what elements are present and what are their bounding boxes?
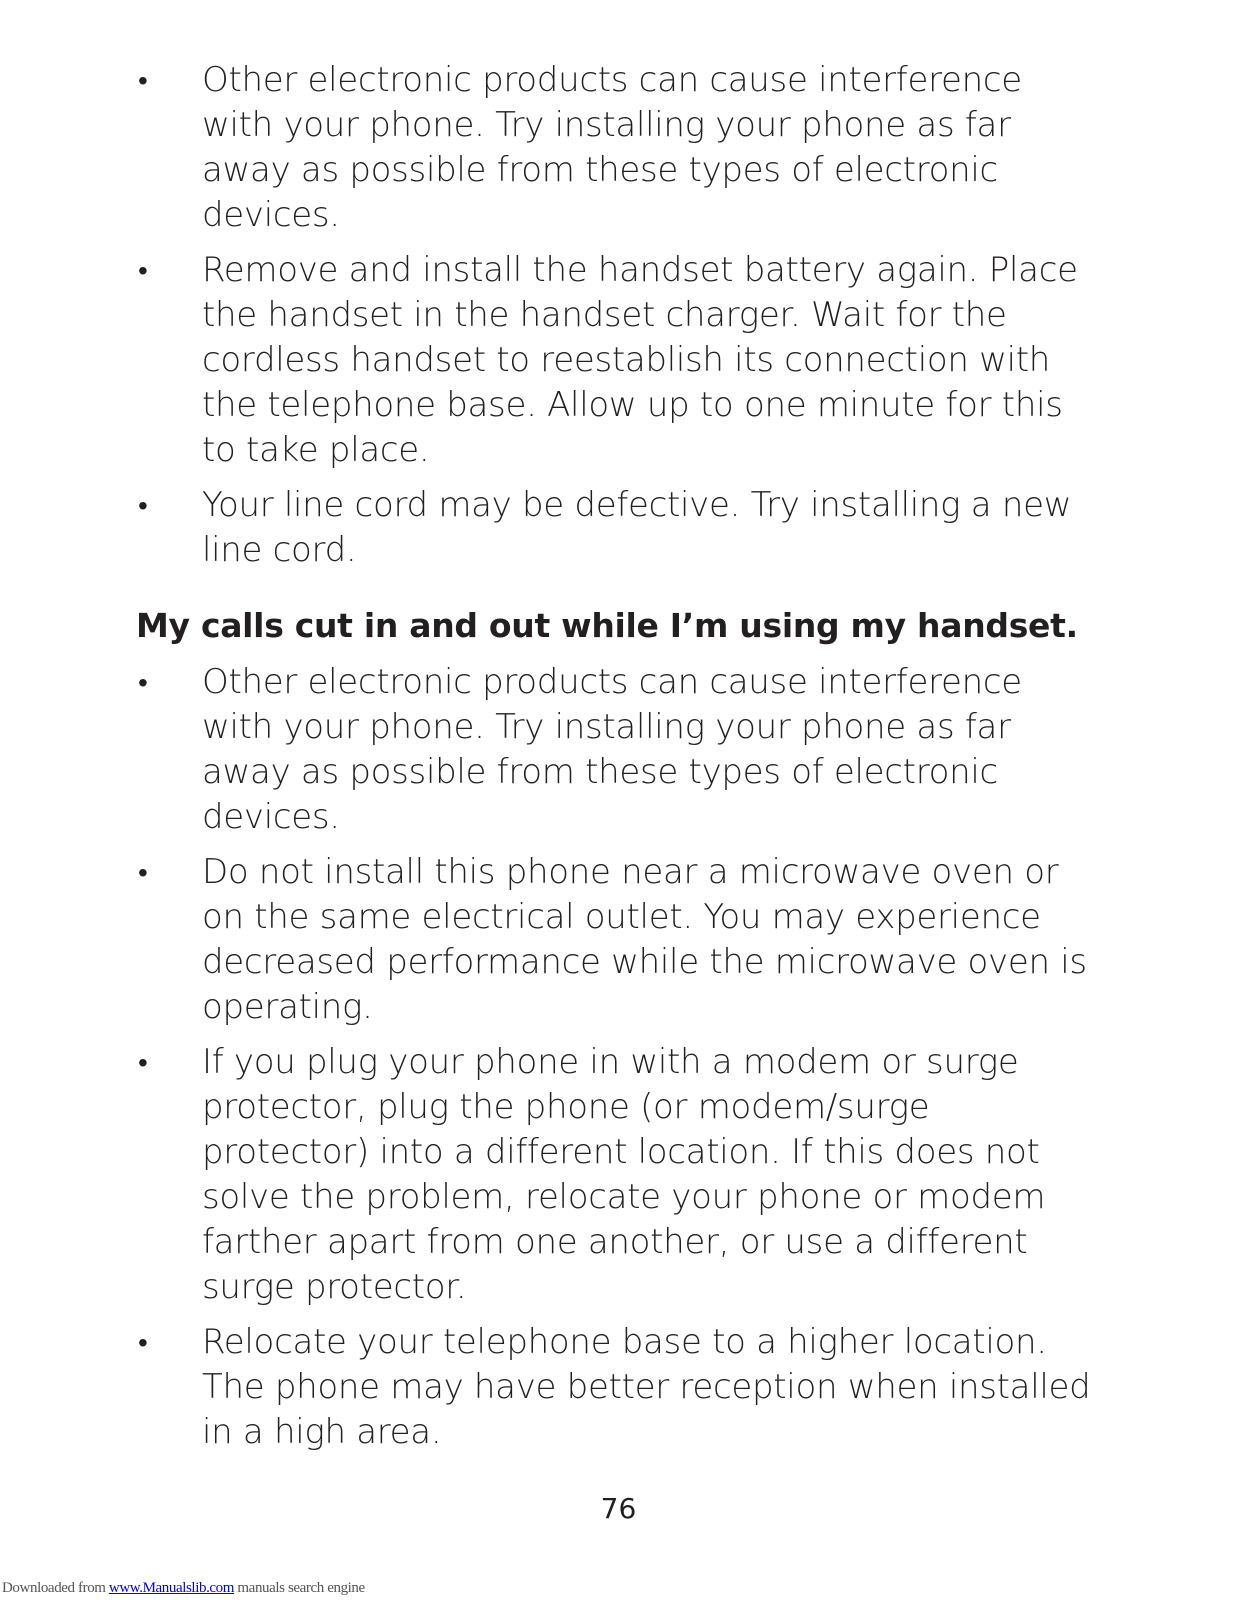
list-item xyxy=(0,58,1102,238)
list-item-text: Relocate your telephone base to a higher location. The phone may have better reception when installed in a high area. xyxy=(202,1322,1091,1452)
bullet-list xyxy=(0,660,1237,1455)
bullet-icon: • xyxy=(138,1046,148,1079)
download-footer xyxy=(2,1580,365,1597)
bullet-icon: • xyxy=(138,856,148,889)
bullet-icon: • xyxy=(138,64,148,97)
bullet-icon: • xyxy=(138,1326,148,1359)
list-item xyxy=(0,483,1102,573)
list-item-text: Other electronic products can cause interference with your phone. Try installing your phone as far away as possible from these types of electronic devices. xyxy=(202,662,1022,837)
page-number: 76 xyxy=(600,1492,637,1525)
troubleshooting-section-2 xyxy=(0,602,1237,1465)
bullet-icon: • xyxy=(138,254,148,287)
list-item xyxy=(0,1320,1102,1455)
list-item-text: Do not install this phone near a microwave oven or on the same electrical outlet. You may experience decreased performance while the microwave oven is operating. xyxy=(202,852,1087,1027)
footer-suffix: manuals search engine xyxy=(234,1580,365,1596)
section-heading: My calls cut in and out while I’m using my handset. xyxy=(136,606,1078,645)
troubleshooting-section-1 xyxy=(0,58,1237,583)
list-item xyxy=(0,1040,1102,1310)
list-item-text: If you plug your phone in with a modem or surge protector, plug the phone (or modem/surge protector) into a different location. If this does not solve the problem, relocate your phone or modem farther apart from one another, or use a different surge protector. xyxy=(202,1042,1046,1307)
bullet-icon: • xyxy=(138,666,148,699)
list-item xyxy=(0,248,1102,473)
list-item xyxy=(0,660,1102,840)
list-item xyxy=(0,850,1102,1030)
list-item-text: Other electronic products can cause interference with your phone. Try installing your phone as far away as possible from these types of electronic devices. xyxy=(202,60,1022,235)
list-item-text: Remove and install the handset battery again. Place the handset in the handset charger. Wait for the cordless handset to reestablish its connection with the telephone base. Allow up to one minute for this to take place. xyxy=(202,250,1078,470)
footer-prefix: Downloaded from xyxy=(2,1580,109,1596)
bullet-icon: • xyxy=(138,489,148,522)
manualslib-link[interactable]: www.Manualslib.com xyxy=(108,1580,235,1596)
bullet-list xyxy=(0,58,1237,573)
list-item-text: Your line cord may be defective. Try installing a new line cord. xyxy=(202,485,1072,570)
